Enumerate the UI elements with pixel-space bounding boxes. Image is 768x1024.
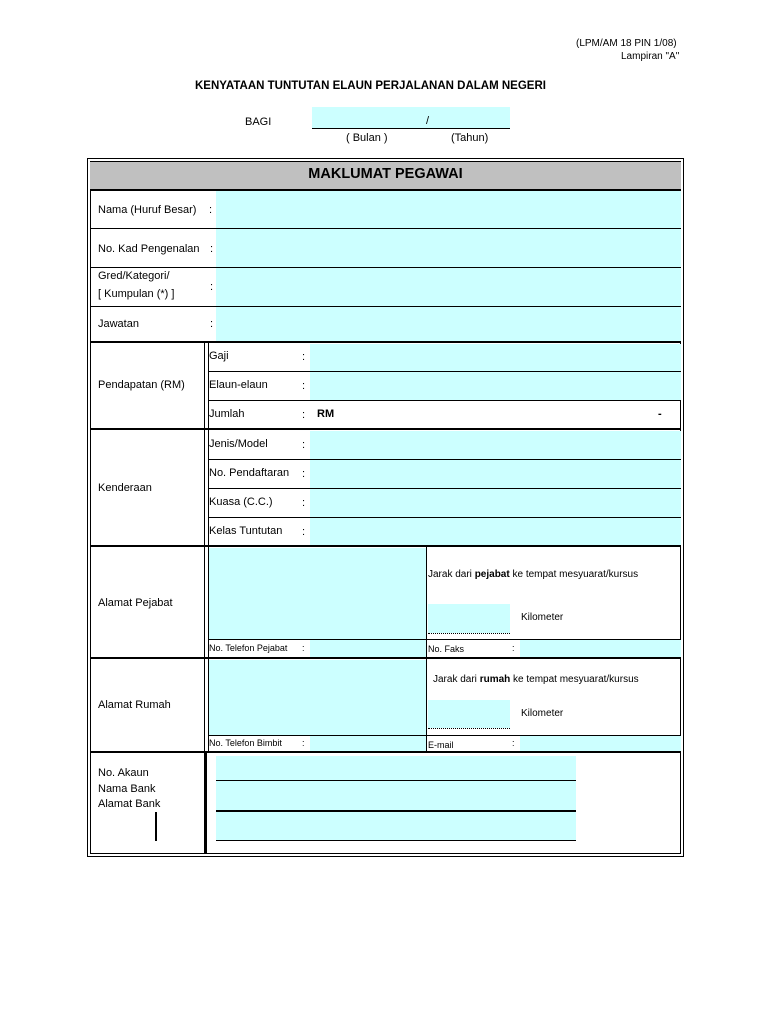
vehicle-power-input[interactable] <box>310 489 681 517</box>
income-label: Pendapatan (RM) <box>98 379 185 391</box>
office-distance-label <box>428 569 638 580</box>
account-input[interactable] <box>216 756 576 780</box>
colon: : <box>302 409 306 421</box>
colon: : <box>302 643 305 653</box>
divider <box>90 657 681 659</box>
allowance-label: Elaun-elaun <box>209 379 268 391</box>
grade-input[interactable] <box>216 268 681 306</box>
period-input[interactable] <box>312 107 510 128</box>
bank-address-input[interactable] <box>216 812 576 840</box>
home-address-label: Alamat Rumah <box>98 699 171 711</box>
year-label: (Tahun) <box>451 132 489 144</box>
colon: : <box>209 204 213 216</box>
claim-class-label: Kelas Tuntutan <box>209 525 283 537</box>
position-label: Jawatan <box>98 318 139 330</box>
colon: : <box>302 738 305 748</box>
divider <box>90 428 681 430</box>
salary-label: Gaji <box>209 350 229 362</box>
dotted-underline <box>428 728 510 729</box>
colon: : <box>302 526 306 538</box>
bank-divider <box>204 753 207 854</box>
office-km-label: Kilometer <box>521 612 564 623</box>
name-label: Nama (Huruf Besar) <box>98 204 197 216</box>
colon: : <box>210 243 214 255</box>
period-slash: / <box>426 115 430 127</box>
claim-class-input[interactable] <box>310 518 681 545</box>
vehicle-model-input[interactable] <box>310 431 681 459</box>
text-cursor <box>155 812 157 841</box>
mobile-input[interactable] <box>310 736 426 751</box>
grade-label-line2: [ Kumpulan (*) ] <box>98 288 175 300</box>
home-distance-pre: Jarak dari <box>433 674 480 685</box>
vehicle-power-label: Kuasa (C.C.) <box>209 496 273 508</box>
colon: : <box>302 439 306 451</box>
divider <box>204 430 205 546</box>
divider <box>426 547 427 658</box>
fax-input[interactable] <box>520 640 681 657</box>
period-underline <box>312 128 510 129</box>
colon: : <box>302 380 306 392</box>
home-distance-input[interactable] <box>428 700 510 728</box>
office-address-label: Alamat Pejabat <box>98 597 173 609</box>
total-label: Jumlah <box>209 408 245 420</box>
colon: : <box>210 281 214 293</box>
divider <box>90 341 681 343</box>
office-phone-input[interactable] <box>310 640 426 657</box>
home-address-input[interactable] <box>209 660 426 735</box>
email-label: E-mail <box>428 740 454 750</box>
office-distance-pre: Jarak dari <box>428 569 475 580</box>
office-distance-bold: pejabat <box>474 569 510 580</box>
total-currency: RM <box>317 408 335 420</box>
form-title: KENYATAAN TUNTUTAN ELAUN PERJALANAN DALAM NEGERI <box>195 80 546 92</box>
home-distance-bold: rumah <box>479 674 511 685</box>
fax-label: No. Faks <box>428 644 465 654</box>
ic-label: No. Kad Pengenalan <box>98 243 200 255</box>
ic-input[interactable] <box>216 229 681 267</box>
office-phone-label: No. Telefon Pejabat <box>209 643 288 653</box>
vehicle-label: Kenderaan <box>98 482 152 494</box>
office-address-input[interactable] <box>209 548 426 639</box>
vehicle-model-label: Jenis/Model <box>209 438 268 450</box>
divider <box>90 751 681 753</box>
vehicle-reg-label: No. Pendaftaran <box>209 467 290 479</box>
home-km-label: Kilometer <box>521 708 564 719</box>
office-distance-post: ke tempat mesyuarat/kursus <box>509 569 639 580</box>
colon: : <box>302 351 306 363</box>
colon: : <box>512 643 515 653</box>
bank-name-input[interactable] <box>216 781 576 810</box>
mobile-label: No. Telefon Bimbit <box>209 738 282 748</box>
email-input[interactable] <box>520 736 681 751</box>
divider <box>204 343 205 428</box>
colon: : <box>512 738 515 748</box>
form-reference: (LPM/AM 18 PIN 1/08) <box>576 38 677 49</box>
bank-name-label: Nama Bank <box>98 783 156 795</box>
position-input[interactable] <box>216 307 681 341</box>
colon: : <box>302 497 306 509</box>
home-distance-label <box>433 674 639 685</box>
colon: : <box>210 318 214 330</box>
allowance-input[interactable] <box>310 372 681 400</box>
bank-address-label: Alamat Bank <box>98 798 161 810</box>
divider <box>216 840 576 841</box>
name-input[interactable] <box>216 191 681 228</box>
office-distance-input[interactable] <box>428 604 510 633</box>
vehicle-reg-input[interactable] <box>310 460 681 488</box>
divider <box>208 400 681 401</box>
divider <box>90 545 681 547</box>
attachment-label: Lampiran "A" <box>621 51 680 62</box>
for-label: BAGI <box>245 116 272 128</box>
total-value: - <box>658 408 662 420</box>
dotted-underline <box>428 633 510 634</box>
section-title: MAKLUMAT PEGAWAI <box>308 166 463 182</box>
divider <box>426 659 427 751</box>
home-distance-post: ke tempat mesyuarat/kursus <box>510 674 639 685</box>
divider <box>204 547 205 658</box>
grade-label-line1: Gred/Kategori/ <box>98 270 170 282</box>
colon: : <box>302 468 306 480</box>
salary-input[interactable] <box>310 344 681 371</box>
divider <box>204 659 205 751</box>
account-label: No. Akaun <box>98 767 149 779</box>
month-label: ( Bulan ) <box>346 132 388 144</box>
